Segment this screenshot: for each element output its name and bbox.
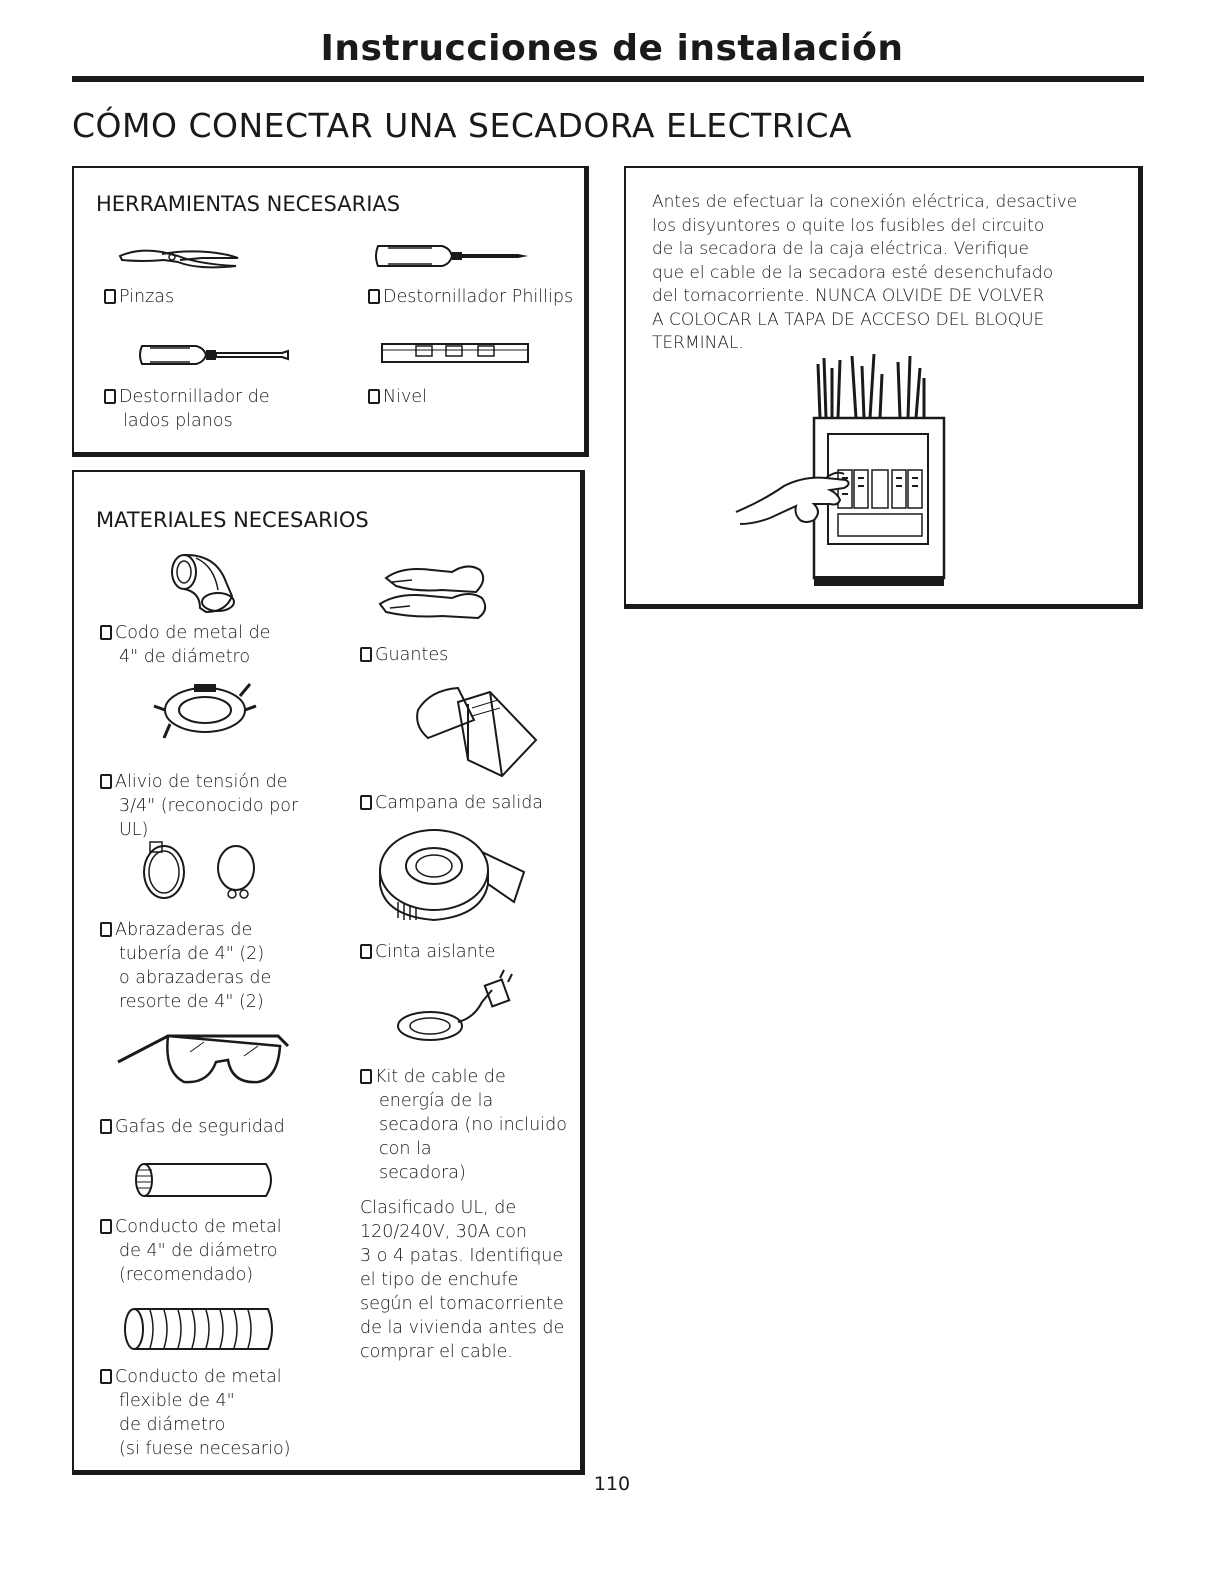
checkbox-icon bbox=[104, 389, 116, 404]
gloves-icon bbox=[372, 556, 492, 626]
tools-box-shadow bbox=[584, 166, 589, 457]
power-cord-icon bbox=[392, 968, 516, 1048]
material-item-elbow: Codo de metal de 4" de diámetro bbox=[100, 621, 270, 669]
checkbox-icon bbox=[104, 289, 116, 304]
checkbox-icon bbox=[360, 647, 372, 662]
material-item-metal-duct: Conducto de metal de 4" de diámetro (recomendado) bbox=[100, 1215, 282, 1287]
duct-clamps-icon bbox=[138, 840, 268, 902]
checkbox-icon bbox=[100, 1119, 112, 1134]
checkbox-icon bbox=[100, 625, 112, 640]
level-icon bbox=[380, 340, 530, 366]
page-header: Instrucciones de instalación bbox=[320, 28, 904, 69]
checkbox-icon bbox=[360, 1069, 372, 1084]
material-item-safety-glasses: Gafas de seguridad bbox=[100, 1115, 285, 1139]
material-item-strain-relief: Alivio de tensión de 3/4" (reconocido por UL) bbox=[100, 770, 298, 842]
header-divider bbox=[72, 76, 1144, 82]
material-item-exhaust-hood: Campana de salida bbox=[360, 791, 543, 815]
checkbox-icon bbox=[368, 389, 380, 404]
material-item-flexible-duct: Conducto de metal flexible de 4" de diámetro (si fuese necesario) bbox=[100, 1365, 291, 1461]
power-cord-note: Clasificado UL, de 120/240V, 30A con 3 o 4 patas. Identifique el tipo de enchufe según el tomacorriente de la vivienda antes de comprar el cable. bbox=[360, 1198, 565, 1362]
duct-tape-icon bbox=[374, 822, 528, 924]
checkbox-icon bbox=[100, 774, 112, 789]
warning-text: Antes de efectuar la conexión eléctrica, desactive los disyuntores o quite los fusibles del circuito de la secadora de la caja eléctrica. Verifique que el cable de la secadora esté desenchufado del tomacorriente. NUNCA OLVIDE DE VOLVER A COLOCAR LA TAPA DE ACCESO DEL BLOQUE TERMINAL. bbox=[652, 192, 1078, 353]
flexible-duct-icon bbox=[120, 1304, 280, 1354]
flat-screwdriver-icon bbox=[136, 340, 290, 370]
exhaust-hood-icon bbox=[410, 680, 540, 780]
tools-box-shadow-bottom bbox=[72, 452, 589, 457]
phillips-screwdriver-icon bbox=[372, 240, 532, 272]
warning-box-shadow-bottom bbox=[624, 604, 1143, 609]
material-item-gloves: Guantes bbox=[360, 643, 448, 667]
checkbox-icon bbox=[368, 289, 380, 304]
material-item-duct-tape: Cinta aislante bbox=[360, 940, 495, 964]
tool-item-phillips-screwdriver: Destornillador Phillips bbox=[368, 285, 573, 309]
material-item-duct-clamps: Abrazaderas de tubería de 4" (2) o abrazaderas de resorte de 4" (2) bbox=[100, 918, 271, 1014]
materials-title: MATERIALES NECESARIOS bbox=[96, 508, 369, 532]
pliers-icon bbox=[118, 244, 242, 274]
tool-item-pliers: Pinzas bbox=[104, 285, 174, 309]
checkbox-icon bbox=[360, 944, 372, 959]
tools-title: HERRAMIENTAS NECESARIAS bbox=[96, 192, 401, 216]
checkbox-icon bbox=[100, 1369, 112, 1384]
checkbox-icon bbox=[100, 1219, 112, 1234]
checkbox-icon bbox=[360, 795, 372, 810]
warning-box-shadow bbox=[1138, 166, 1143, 609]
material-item-power-cord: Kit de cable de energía de la secadora (no incluido con la secadora) bbox=[360, 1065, 567, 1185]
elbow-icon bbox=[166, 552, 240, 616]
materials-box-shadow bbox=[580, 470, 585, 1475]
metal-duct-icon bbox=[130, 1160, 280, 1200]
section-title: CÓMO CONECTAR UNA SECADORA ELECTRICA bbox=[72, 106, 853, 145]
breaker-box-icon bbox=[734, 354, 950, 590]
tool-item-flat-screwdriver: Destornillador de lados planos bbox=[104, 385, 270, 433]
safety-glasses-icon bbox=[108, 1022, 298, 1092]
checkbox-icon bbox=[100, 922, 112, 937]
strain-relief-icon bbox=[150, 676, 260, 742]
page-number: 110 bbox=[593, 1473, 631, 1495]
tool-item-level: Nivel bbox=[368, 385, 427, 409]
